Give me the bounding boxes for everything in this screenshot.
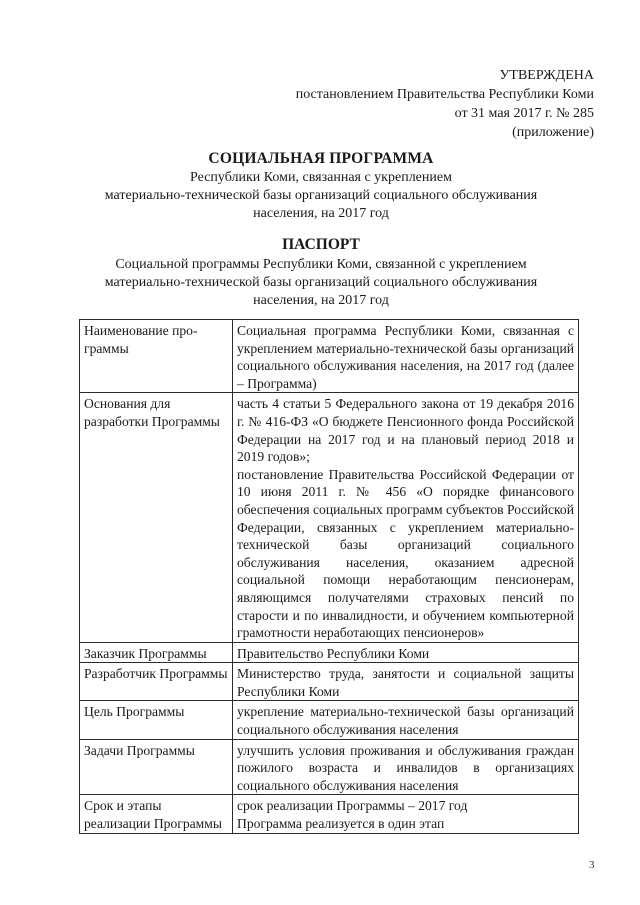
program-title: СОЦИАЛЬНАЯ ПРОГРАММА — [208, 150, 434, 167]
program-title-block — [60, 150, 582, 223]
row-value: улучшить условия проживания и обслуживания граждан пожилого возраста и инвалидов в организациях социального обслуживания населения — [233, 739, 579, 795]
row-value-paragraph: часть 4 статьи 5 Федерального закона от 19 декабря 2016 г. № 416-ФЗ «О бюджете Пенсионного фонда Российской Федерации на 2017 год и на плановый период 2018 и 2019 годов»; — [237, 396, 574, 465]
page-number: 3 — [589, 859, 595, 871]
approval-heading: УТВЕРЖДЕНА — [499, 68, 594, 83]
passport-table — [79, 319, 579, 834]
passport-subtitle-line: населения, на 2017 год — [253, 293, 389, 308]
table-row — [80, 642, 579, 663]
row-label: Заказчик Программы — [80, 642, 233, 663]
row-value-paragraph: постановление Правительства Российской Федерации от 10 июня 2011 г. № 456 «О порядке финансового обеспечения социальных программ субъектов Российской Федерации, связанных с укреплением материально-технической базы организаций социального обслуживания населения, оказанием адресной социальной помощи неработающим пенсионерам, являющимся получателями страховых пенсий по старости и по инвалидности, и обучением компьютерной грамотности неработающих пенсионеров» — [237, 466, 574, 641]
row-label: Срок и этапы реализации Программы — [80, 795, 233, 833]
row-value — [233, 393, 579, 642]
passport-title: ПАСПОРТ — [282, 236, 360, 253]
table-row — [80, 393, 579, 642]
approval-stamp — [296, 66, 594, 142]
row-label: Цель Программы — [80, 701, 233, 739]
row-value — [233, 795, 579, 833]
approval-attachment-note: (приложение) — [512, 125, 594, 140]
approval-date-number: от 31 мая 2017 г. № 285 — [454, 106, 594, 121]
row-label: Разработчик Программы — [80, 663, 233, 701]
passport-title-block — [60, 236, 582, 310]
table-row — [80, 701, 579, 739]
row-value: Социальная программа Республики Коми, связанная с укреплением материально-технической базы организаций социального обслуживания населения, на 2017 год (далее – Программа) — [233, 320, 579, 393]
row-value-paragraph: Программа реализуется в один этап — [237, 816, 445, 832]
row-label: Основания для разработки Программы — [80, 393, 233, 642]
table-row — [80, 320, 579, 393]
passport-subtitle-line: Социальной программы Республики Коми, связанной с укреплением — [115, 257, 527, 272]
program-subtitle-line: материально-технической базы организаций социального обслуживания — [104, 188, 538, 203]
table-row — [80, 663, 579, 701]
row-value: укрепление материально-технической базы организаций социального обслуживания населения — [233, 701, 579, 739]
table-row — [80, 739, 579, 795]
row-value: Правительство Республики Коми — [233, 642, 579, 663]
row-label: Наименование про-граммы — [80, 320, 233, 393]
table-row — [80, 795, 579, 833]
row-label: Задачи Программы — [80, 739, 233, 795]
program-subtitle-line: населения, на 2017 год — [253, 206, 389, 221]
row-value-paragraph: срок реализации Программы – 2017 год — [237, 798, 468, 814]
passport-subtitle-line: материально-технической базы организаций социального обслуживания — [104, 275, 538, 290]
program-subtitle-line: Республики Коми, связанная с укреплением — [190, 170, 452, 185]
row-value: Министерство труда, занятости и социальной защиты Республики Коми — [233, 663, 579, 701]
approval-authority: постановлением Правительства Республики Коми — [295, 87, 594, 102]
